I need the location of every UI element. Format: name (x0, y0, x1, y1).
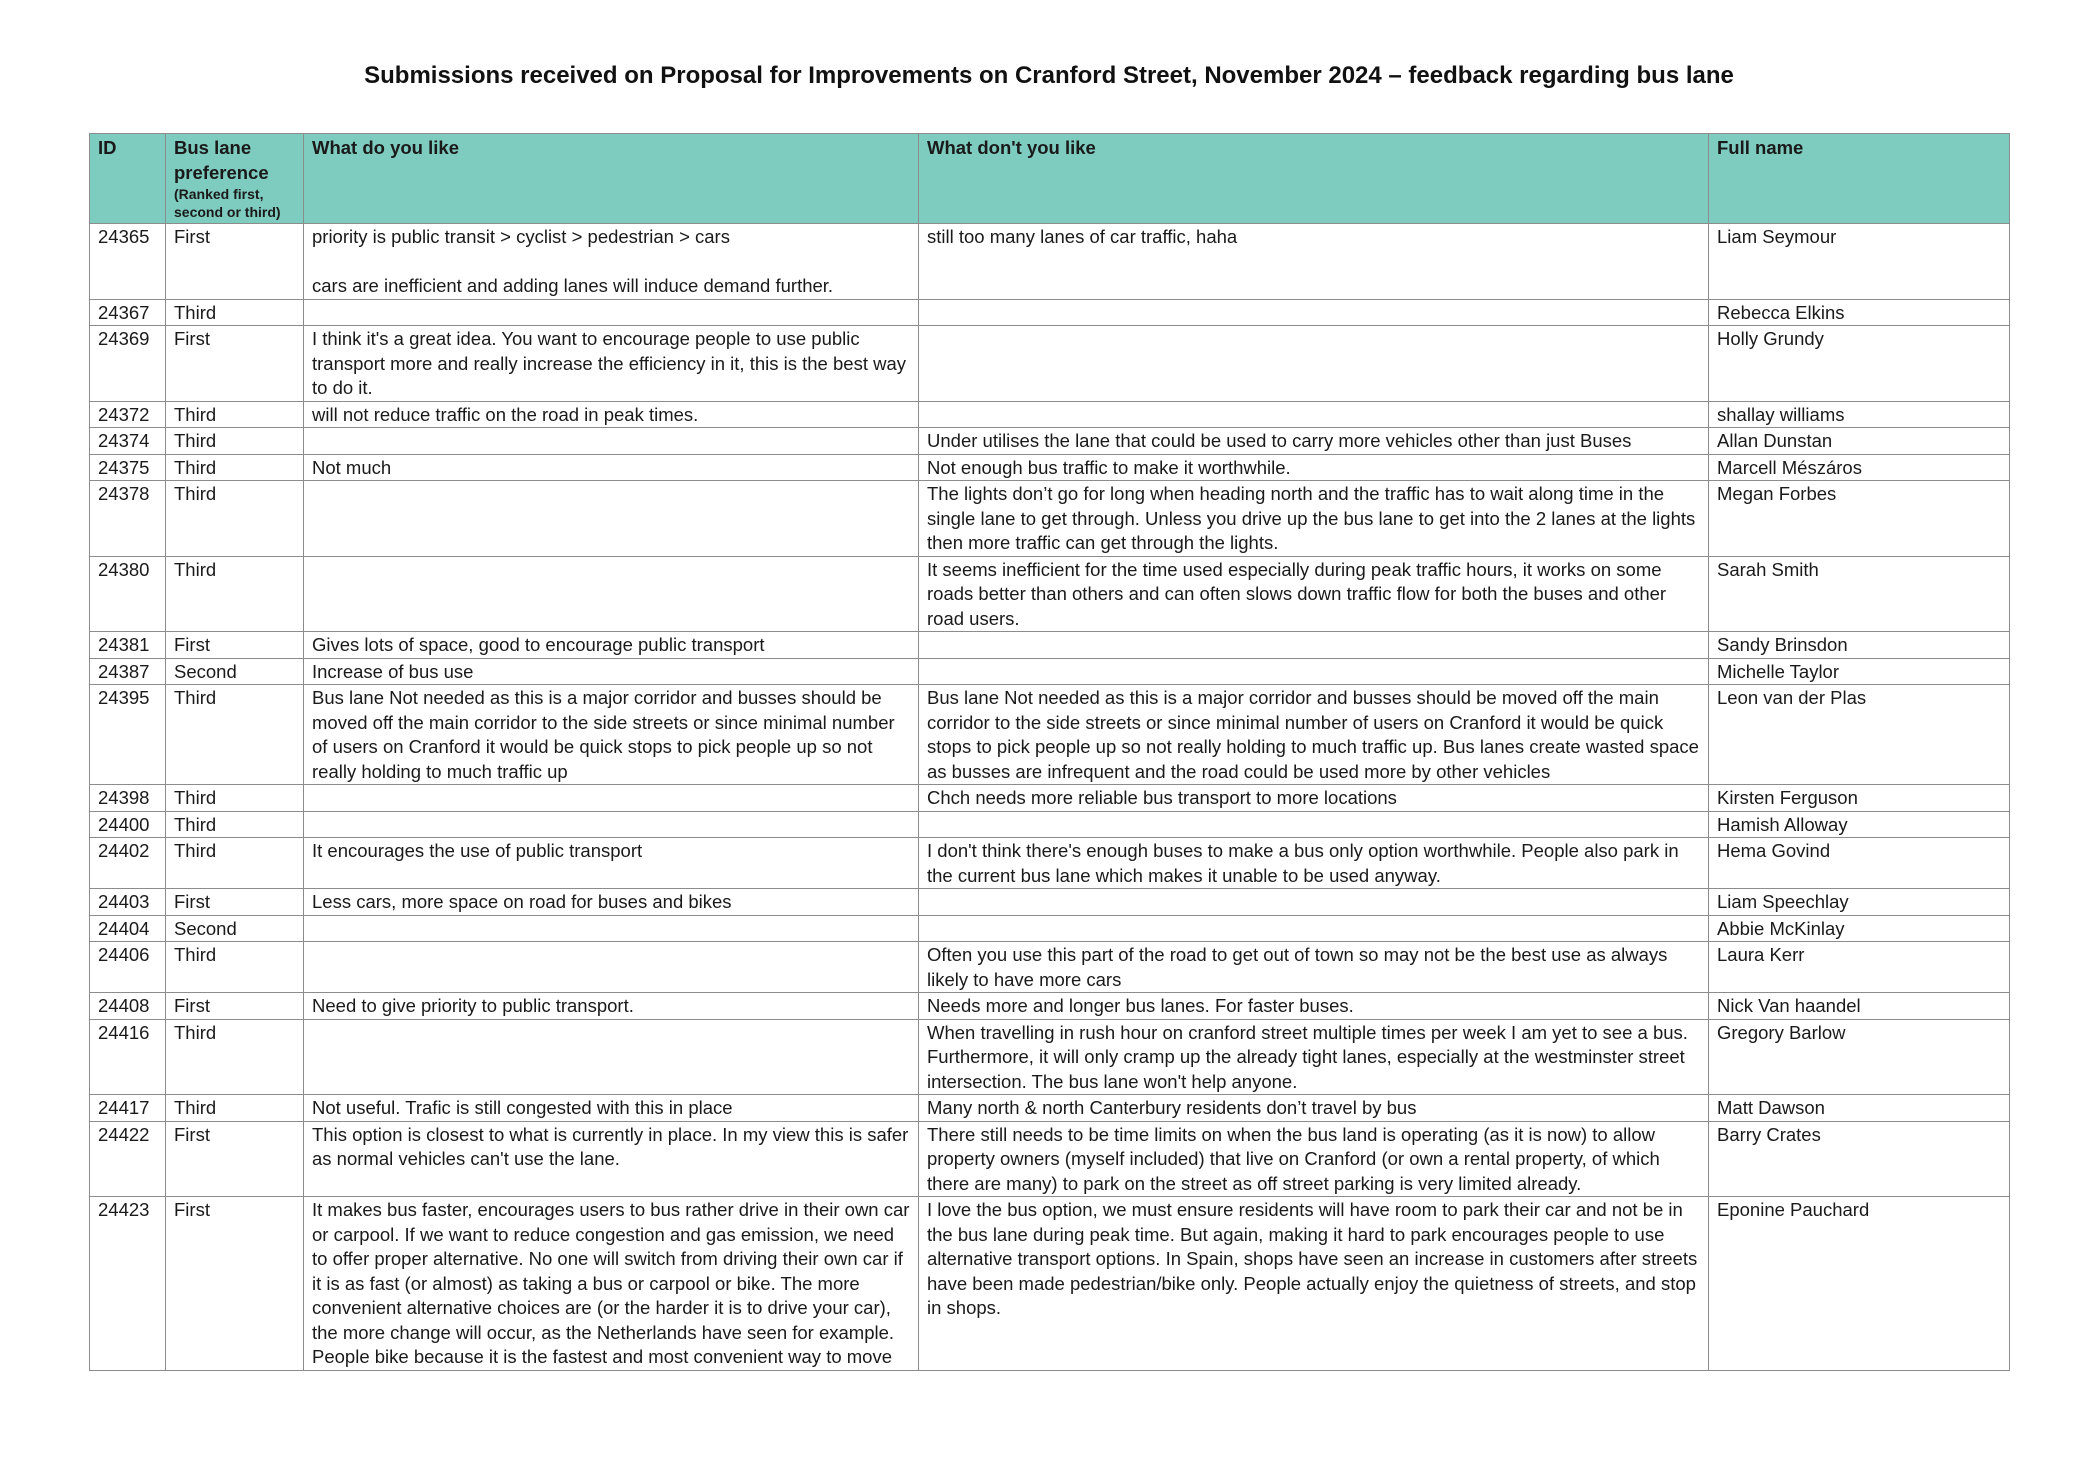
cell-like: Less cars, more space on road for buses and bikes (304, 889, 919, 916)
cell-preference: Third (166, 785, 304, 812)
table-row (90, 224, 2010, 300)
cell-like (304, 556, 919, 632)
cell-dislike (919, 658, 1709, 685)
cell-like (304, 915, 919, 942)
cell-full-name: Marcell Mészáros (1709, 454, 2010, 481)
header-like: What do you like (304, 134, 919, 224)
cell-preference: First (166, 889, 304, 916)
cell-like (304, 785, 919, 812)
cell-id: 24417 (90, 1095, 166, 1122)
cell-like: Not much (304, 454, 919, 481)
cell-id: 24365 (90, 224, 166, 300)
cell-like: Need to give priority to public transport. (304, 993, 919, 1020)
cell-dislike (919, 915, 1709, 942)
cell-like: It makes bus faster, encourages users to bus rather drive in their own car or carpool. If we want to reduce congestion and gas emission, we need to offer proper alternative. No one will switch from driving their own car if it is as fast (or almost) as taking a bus or carpool or bike. The more convenient alternative choices are (or the harder it is to drive your car), the more change will occur, as the Netherlands have seen for example. People bike because it is the fastest and most convenient way to move (304, 1197, 919, 1371)
cell-id: 24378 (90, 481, 166, 557)
cell-full-name: Matt Dawson (1709, 1095, 2010, 1122)
cell-like (304, 942, 919, 993)
cell-id: 24403 (90, 889, 166, 916)
cell-full-name: Rebecca Elkins (1709, 299, 2010, 326)
cell-dislike: Often you use this part of the road to get out of town so may not be the best use as always likely to have more cars (919, 942, 1709, 993)
page-title: Submissions received on Proposal for Improvements on Cranford Street, November 2024 – feedback regarding bus lane (364, 62, 1734, 89)
table-row (90, 299, 2010, 326)
table-row (90, 556, 2010, 632)
cell-like: This option is closest to what is currently in place. In my view this is safer as normal vehicles can't use the lane. (304, 1121, 919, 1197)
cell-dislike: still too many lanes of car traffic, haha (919, 224, 1709, 300)
cell-preference: Third (166, 838, 304, 889)
table-row (90, 481, 2010, 557)
cell-preference: Third (166, 556, 304, 632)
cell-id: 24402 (90, 838, 166, 889)
cell-full-name: Holly Grundy (1709, 326, 2010, 402)
cell-id: 24395 (90, 685, 166, 785)
cell-preference: First (166, 224, 304, 300)
cell-full-name: Kirsten Ferguson (1709, 785, 2010, 812)
cell-like (304, 428, 919, 455)
cell-dislike (919, 401, 1709, 428)
cell-like: It encourages the use of public transport (304, 838, 919, 889)
header-row (90, 134, 2010, 224)
table-row (90, 942, 2010, 993)
cell-full-name: Abbie McKinlay (1709, 915, 2010, 942)
cell-like: I think it's a great idea. You want to encourage people to use public transport more and really increase the efficiency in it, this is the best way to do it. (304, 326, 919, 402)
cell-full-name: Barry Crates (1709, 1121, 2010, 1197)
cell-full-name: Nick Van haandel (1709, 993, 2010, 1020)
cell-preference: Third (166, 428, 304, 455)
cell-id: 24387 (90, 658, 166, 685)
cell-dislike: I love the bus option, we must ensure residents will have room to park their car and not be in the bus lane during peak time. But again, making it hard to park encourages people to use alternative transport options. In Spain, shops have seen an increase in customers after streets have been made pedestrian/bike only. People actually enjoy the quietness of streets, and stop in shops. (919, 1197, 1709, 1371)
cell-id: 24372 (90, 401, 166, 428)
cell-full-name: Sandy Brinsdon (1709, 632, 2010, 659)
cell-dislike: It seems inefficient for the time used especially during peak traffic hours, it works on some roads better than others and can often slows down traffic flow for both the buses and other road users. (919, 556, 1709, 632)
cell-id: 24408 (90, 993, 166, 1020)
table-row (90, 1197, 2010, 1371)
header-full-name: Full name (1709, 134, 2010, 224)
cell-like (304, 481, 919, 557)
cell-dislike: There still needs to be time limits on when the bus land is operating (as it is now) to allow property owners (myself included) that live on Cranford (or own a rental property, of which there are many) to park on the street as off street parking is very limited already. (919, 1121, 1709, 1197)
cell-like: priority is public transit > cyclist > pedestrian > cars cars are inefficient and adding lanes will induce demand further. (304, 224, 919, 300)
table-row (90, 401, 2010, 428)
header-dislike: What don't you like (919, 134, 1709, 224)
cell-full-name: Liam Seymour (1709, 224, 2010, 300)
cell-dislike (919, 326, 1709, 402)
cell-like (304, 811, 919, 838)
header-preference-label: Bus lane preference (174, 137, 269, 183)
table-row (90, 785, 2010, 812)
cell-full-name: Sarah Smith (1709, 556, 2010, 632)
cell-preference: Third (166, 942, 304, 993)
header-id: ID (90, 134, 166, 224)
table-row (90, 811, 2010, 838)
cell-preference: Third (166, 685, 304, 785)
table-row (90, 454, 2010, 481)
cell-full-name: Eponine Pauchard (1709, 1197, 2010, 1371)
table-row (90, 428, 2010, 455)
cell-full-name: Hema Govind (1709, 838, 2010, 889)
cell-dislike: Chch needs more reliable bus transport to more locations (919, 785, 1709, 812)
cell-id: 24381 (90, 632, 166, 659)
cell-id: 24375 (90, 454, 166, 481)
submissions-table (89, 133, 2010, 1371)
cell-id: 24406 (90, 942, 166, 993)
cell-preference: First (166, 632, 304, 659)
header-preference-note: (Ranked first, second or third) (174, 186, 281, 220)
cell-preference: Third (166, 401, 304, 428)
table-row (90, 915, 2010, 942)
cell-id: 24380 (90, 556, 166, 632)
cell-preference: Third (166, 481, 304, 557)
cell-preference: Third (166, 811, 304, 838)
cell-preference: First (166, 1121, 304, 1197)
cell-dislike: Many north & north Canterbury residents don’t travel by bus (919, 1095, 1709, 1122)
cell-id: 24369 (90, 326, 166, 402)
cell-preference: First (166, 326, 304, 402)
table-row (90, 838, 2010, 889)
cell-id: 24404 (90, 915, 166, 942)
cell-dislike: The lights don’t go for long when heading north and the traffic has to wait along time in the single lane to get through. Unless you drive up the bus lane to get into the 2 lanes at the lights then more traffic can get through the lights. (919, 481, 1709, 557)
cell-id: 24374 (90, 428, 166, 455)
cell-full-name: Gregory Barlow (1709, 1019, 2010, 1095)
cell-full-name: Hamish Alloway (1709, 811, 2010, 838)
cell-like: Gives lots of space, good to encourage public transport (304, 632, 919, 659)
cell-dislike (919, 889, 1709, 916)
cell-like: will not reduce traffic on the road in peak times. (304, 401, 919, 428)
cell-preference: Third (166, 299, 304, 326)
cell-id: 24367 (90, 299, 166, 326)
cell-preference: Third (166, 1019, 304, 1095)
cell-id: 24400 (90, 811, 166, 838)
table-row (90, 685, 2010, 785)
cell-dislike: Under utilises the lane that could be used to carry more vehicles other than just Buses (919, 428, 1709, 455)
cell-like (304, 1019, 919, 1095)
table-row (90, 1121, 2010, 1197)
cell-like: Bus lane Not needed as this is a major corridor and busses should be moved off the main corridor to the side streets or since minimal number of users on Cranford it would be quick stops to pick people up so not really holding to much traffic up (304, 685, 919, 785)
cell-full-name: Allan Dunstan (1709, 428, 2010, 455)
cell-preference: Third (166, 1095, 304, 1122)
table-row (90, 658, 2010, 685)
cell-like: Not useful. Trafic is still congested with this in place (304, 1095, 919, 1122)
header-preference (166, 134, 304, 224)
table-row (90, 889, 2010, 916)
cell-dislike (919, 299, 1709, 326)
cell-preference: First (166, 993, 304, 1020)
cell-like (304, 299, 919, 326)
table-row (90, 993, 2010, 1020)
table-row (90, 1019, 2010, 1095)
table-row (90, 1095, 2010, 1122)
cell-full-name: shallay williams (1709, 401, 2010, 428)
table-row (90, 326, 2010, 402)
cell-id: 24416 (90, 1019, 166, 1095)
cell-preference: Second (166, 915, 304, 942)
cell-dislike: I don't think there's enough buses to make a bus only option worthwhile. People also park in the current bus lane which makes it unable to be used anyway. (919, 838, 1709, 889)
cell-dislike: Needs more and longer bus lanes. For faster buses. (919, 993, 1709, 1020)
cell-dislike: Not enough bus traffic to make it worthwhile. (919, 454, 1709, 481)
cell-full-name: Megan Forbes (1709, 481, 2010, 557)
cell-like: Increase of bus use (304, 658, 919, 685)
table-row (90, 632, 2010, 659)
cell-preference: Second (166, 658, 304, 685)
cell-dislike (919, 632, 1709, 659)
cell-full-name: Liam Speechlay (1709, 889, 2010, 916)
cell-id: 24422 (90, 1121, 166, 1197)
cell-full-name: Michelle Taylor (1709, 658, 2010, 685)
cell-dislike: Bus lane Not needed as this is a major corridor and busses should be moved off the main corridor to the side streets or since minimal number of users on Cranford it would be quick stops to pick people up so not really holding to much traffic up. Bus lanes create wasted space as busses are infrequent and the road could be used more by other vehicles (919, 685, 1709, 785)
cell-id: 24398 (90, 785, 166, 812)
cell-dislike: When travelling in rush hour on cranford street multiple times per week I am yet to see a bus. Furthermore, it will only cramp up the already tight lanes, especially at the westminster street intersection. The bus lane won't help anyone. (919, 1019, 1709, 1095)
cell-id: 24423 (90, 1197, 166, 1371)
cell-dislike (919, 811, 1709, 838)
cell-full-name: Laura Kerr (1709, 942, 2010, 993)
cell-preference: Third (166, 454, 304, 481)
cell-full-name: Leon van der Plas (1709, 685, 2010, 785)
cell-preference: First (166, 1197, 304, 1371)
